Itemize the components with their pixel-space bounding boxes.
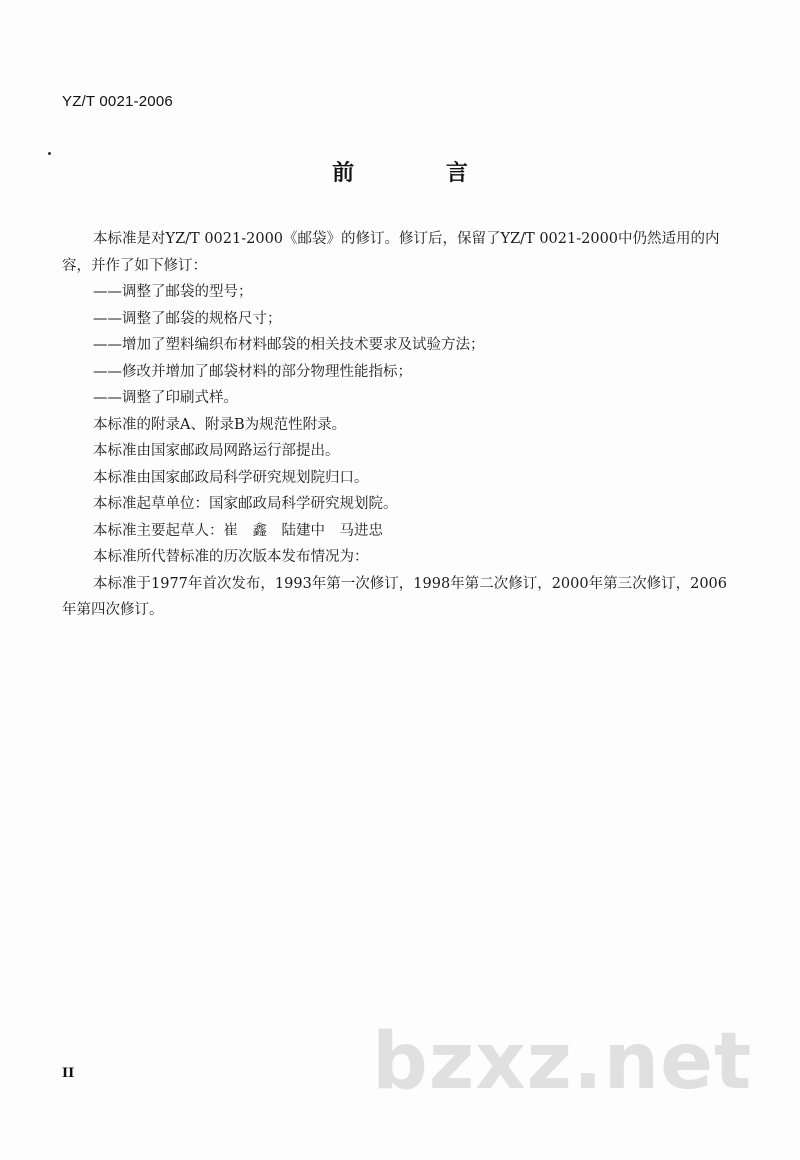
proposed-by-paragraph: 本标准由国家邮政局网路运行部提出。 bbox=[93, 443, 340, 459]
history-paragraph: 本标准于1977年首次发布，1993年第一次修订，1998年第二次修订，2000年第三次修订，2006年第四次修订。 bbox=[62, 575, 728, 618]
history-intro-paragraph: 本标准所代替标准的历次版本发布情况为： bbox=[93, 549, 369, 565]
managed-by-paragraph: 本标准由国家邮政局科学研究规划院归口。 bbox=[93, 469, 369, 486]
document-code: YZ/T 0021-2006 bbox=[62, 93, 173, 110]
watermark: bzxz.net bbox=[372, 1017, 753, 1107]
change-item: ——修改并增加了邮袋材料的部分物理性能指标； bbox=[93, 363, 412, 380]
scan-artifact-dot bbox=[48, 152, 51, 155]
drafters-paragraph: 本标准主要起草人：崔 鑫 陆建中 马进忠 bbox=[93, 522, 383, 539]
preface-body bbox=[62, 226, 738, 624]
change-item: ——增加了塑料编织布材料邮袋的相关技术要求及试验方法； bbox=[93, 337, 485, 353]
preface-title: 前 言 bbox=[332, 161, 510, 186]
intro-paragraph: 本标准是对YZ/T 0021-2000《邮袋》的修订。修订后，保留了YZ/T 0021-2000中仍然适用的内容，并作了如下修订： bbox=[62, 231, 720, 274]
change-item: ——调整了印刷式样。 bbox=[93, 390, 238, 406]
page-number: II bbox=[62, 1066, 75, 1081]
drafting-unit-paragraph: 本标准起草单位：国家邮政局科学研究规划院。 bbox=[93, 496, 398, 512]
appendix-paragraph: 本标准的附录A、附录B为规范性附录。 bbox=[93, 416, 347, 433]
change-item: ——调整了邮袋的规格尺寸； bbox=[93, 310, 282, 327]
change-item: ——调整了邮袋的型号； bbox=[93, 284, 253, 300]
